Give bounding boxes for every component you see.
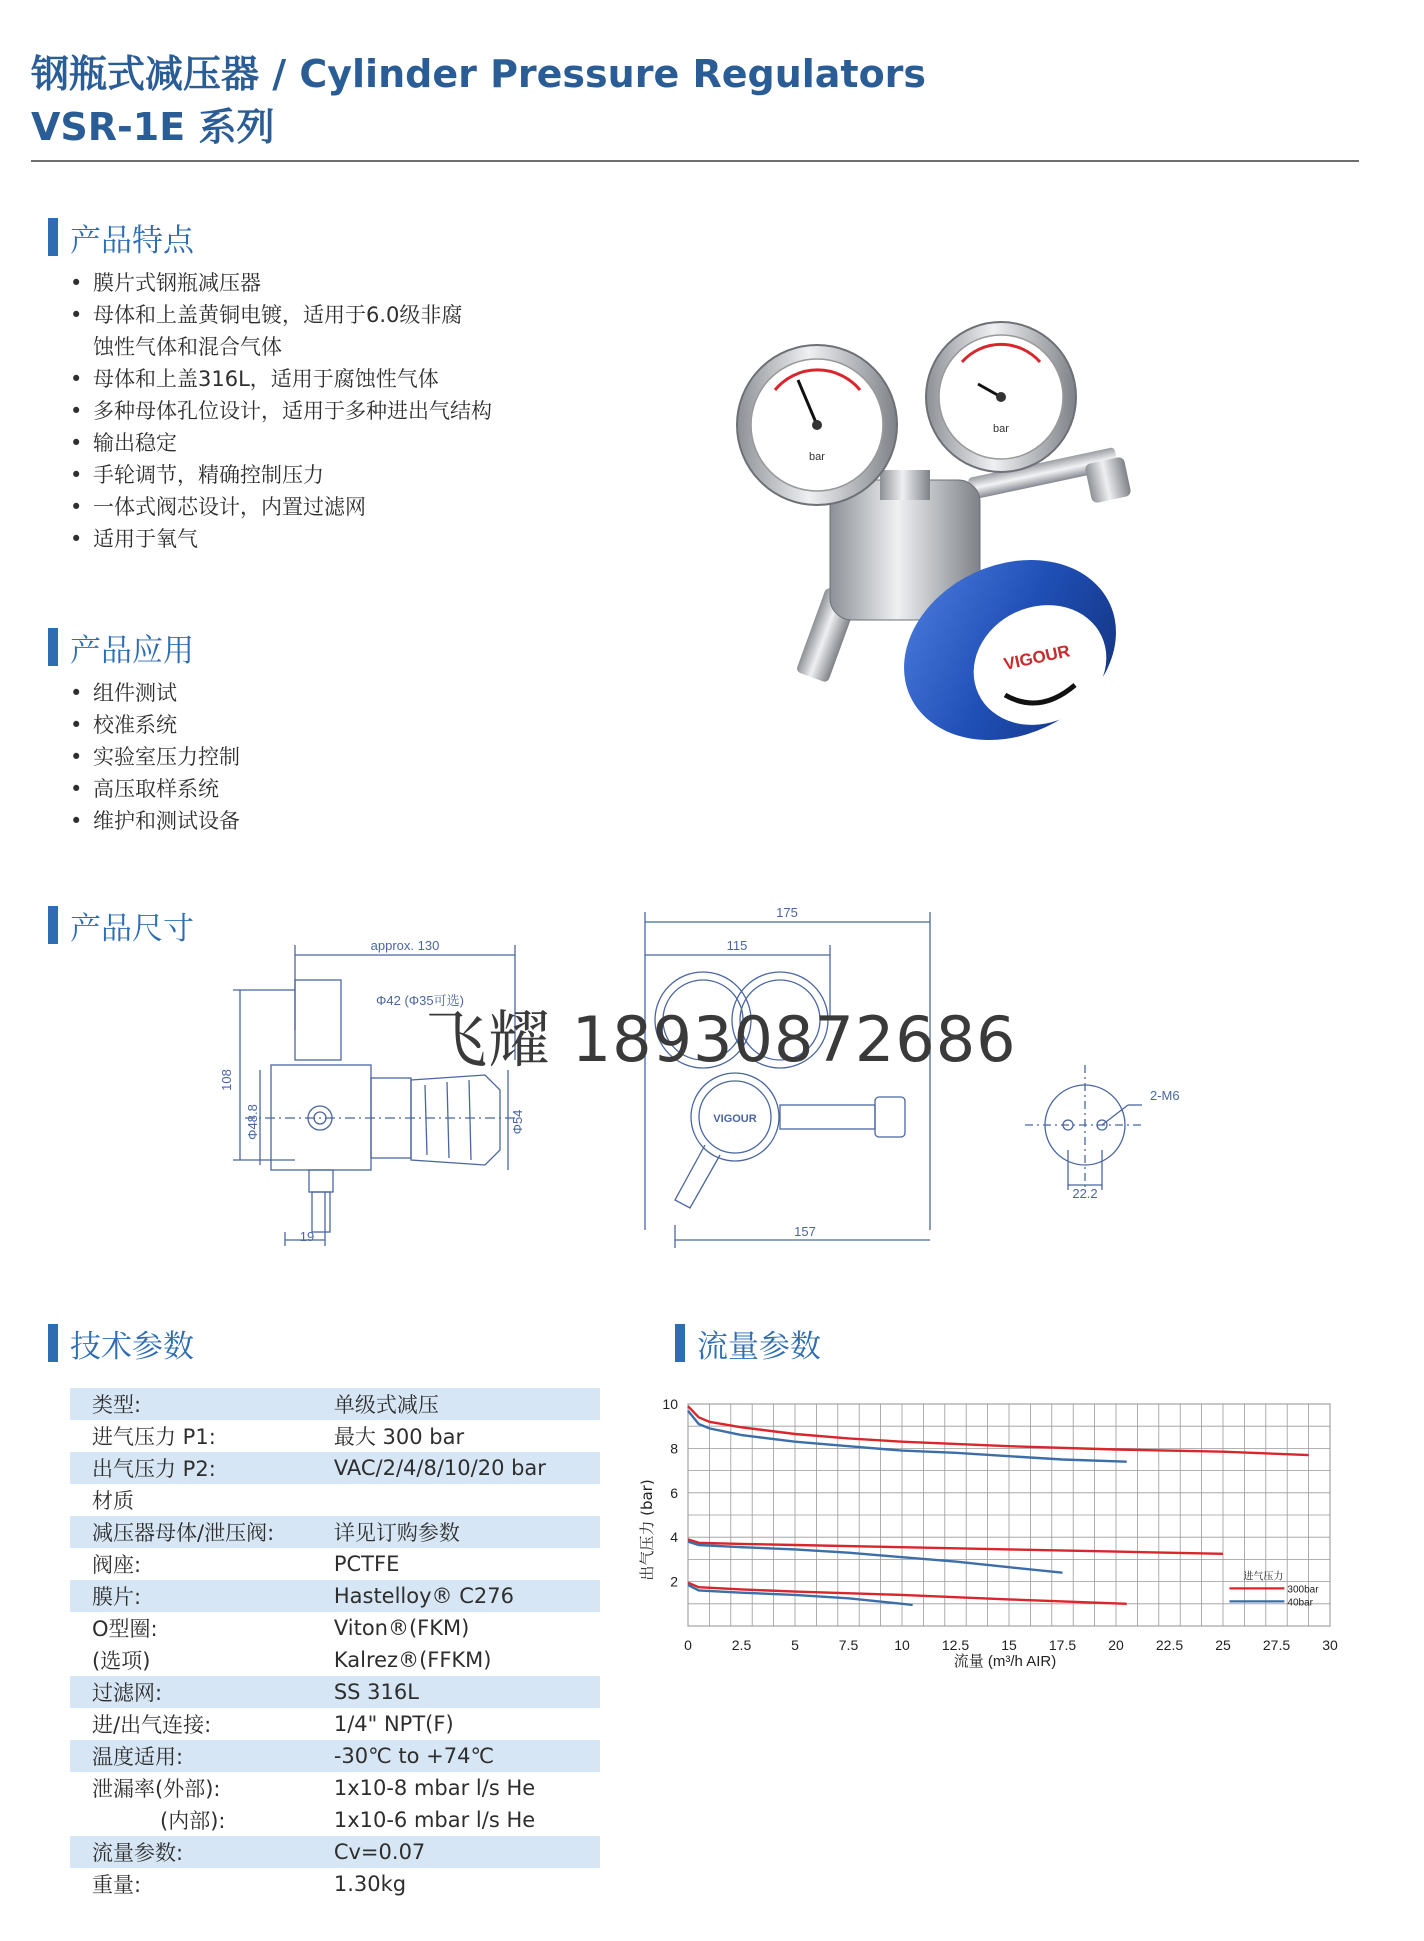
heading-bar xyxy=(48,1324,58,1362)
list-item: • 高压取样系统 xyxy=(70,773,240,805)
spec-label: 重量: xyxy=(92,1873,142,1897)
table-row xyxy=(70,1580,600,1612)
product-photo xyxy=(720,320,1170,740)
list-item: • 母体和上盖316L，适用于腐蚀性气体 xyxy=(70,363,492,395)
spec-label: 类型: xyxy=(70,1388,324,1420)
spec-label: 过滤网: xyxy=(70,1676,324,1708)
spec-label: 出气压力 P2: xyxy=(70,1452,324,1484)
chart-x-axis-label: 流量 (m³/h AIR) xyxy=(953,1653,1057,1670)
table-row xyxy=(70,1516,600,1548)
applications-heading-text: 产品应用 xyxy=(70,632,194,669)
spec-value: SS 316L xyxy=(324,1676,600,1708)
dim-body-diameter: Φ48.8 xyxy=(245,1104,260,1140)
header-divider xyxy=(31,160,1359,162)
specs-heading-text: 技术参数 xyxy=(70,1328,194,1365)
dim-bottom-19: 19 xyxy=(299,1229,315,1244)
dim-157: 157 xyxy=(794,1224,816,1239)
dimensions-heading-text: 产品尺寸 xyxy=(70,910,194,947)
dim-knob-diameter: Φ42 (Φ35可选) xyxy=(376,993,464,1008)
dim-115: 115 xyxy=(726,938,748,953)
spec-value: Hastelloy® C276 xyxy=(324,1580,600,1612)
y-tick-label: 8 xyxy=(670,1440,678,1457)
spec-label: 膜片: xyxy=(70,1580,324,1612)
chart-y-ticks xyxy=(662,1396,678,1590)
spec-value: 1x10-8 mbar l/s He xyxy=(333,1776,536,1800)
spec-value: VAC/2/4/8/10/20 bar xyxy=(324,1452,600,1484)
spec-label: 泄漏率(外部): xyxy=(92,1777,221,1801)
dimensions-heading xyxy=(48,905,194,945)
outlet-gauge-right xyxy=(926,322,1076,472)
table-row xyxy=(70,1868,600,1900)
spec-value: 单级式减压 xyxy=(324,1388,600,1420)
list-item: • 组件测试 xyxy=(70,677,240,709)
spec-value: 最大 300 bar xyxy=(333,1425,465,1449)
gauge-unit: bar xyxy=(993,423,1009,435)
list-item: • 多种母体孔位设计，适用于多种进出气结构 xyxy=(70,395,492,427)
list-item: • 实验室压力控制 xyxy=(70,741,240,773)
list-item: • 输出稳定 xyxy=(70,427,492,459)
x-tick-label: 30 xyxy=(1322,1637,1338,1653)
spec-label: 进/出气连接: xyxy=(92,1713,212,1737)
table-row xyxy=(70,1676,600,1708)
x-tick-label: 17.5 xyxy=(1048,1637,1077,1653)
y-tick-label: 10 xyxy=(662,1396,678,1412)
table-row xyxy=(70,1772,600,1804)
heading-bar xyxy=(48,218,58,256)
side-view-drawing xyxy=(215,930,595,1250)
table-row xyxy=(70,1548,600,1580)
spec-value: Cv=0.07 xyxy=(324,1836,600,1868)
legend-entry: 40bar xyxy=(1287,1597,1313,1609)
spec-value: 1x10-6 mbar l/s He xyxy=(333,1808,536,1832)
series-title: VSR-1E 系列 xyxy=(31,105,275,149)
applications-list xyxy=(70,677,240,837)
flow-heading-text: 流量参数 xyxy=(697,1328,821,1365)
y-tick-label: 6 xyxy=(670,1484,678,1501)
heading-bar xyxy=(48,906,58,944)
x-tick-label: 0 xyxy=(684,1637,692,1653)
y-tick-label: 4 xyxy=(670,1529,678,1546)
spec-label: 温度适用: xyxy=(70,1740,324,1772)
dim-2-m6: 2-M6 xyxy=(1150,1088,1180,1103)
table-row xyxy=(70,1804,600,1836)
x-tick-label: 12.5 xyxy=(941,1637,970,1653)
heading-bar xyxy=(48,628,58,666)
applications-heading xyxy=(48,627,194,667)
y-tick-label: 2 xyxy=(670,1573,678,1590)
spec-value: 1/4" NPT(F) xyxy=(333,1712,454,1736)
chart-grid xyxy=(688,1404,1330,1626)
title-separator: / xyxy=(259,52,300,96)
outlet-fitting xyxy=(1084,456,1131,503)
list-item: • 膜片式钢瓶减压器 xyxy=(70,267,492,299)
dim-approx-130: approx. 130 xyxy=(370,938,440,953)
table-row xyxy=(70,1740,600,1772)
list-item: • 一体式阀芯设计，内置过滤网 xyxy=(70,491,492,523)
spec-label: 材质 xyxy=(92,1489,134,1513)
watermark-contact: 飞耀 18930872686 xyxy=(425,1003,1017,1076)
x-tick-label: 22.5 xyxy=(1155,1637,1184,1653)
legend-entry: 300bar xyxy=(1287,1584,1319,1596)
x-tick-label: 2.5 xyxy=(731,1637,752,1653)
spec-value: 1.30kg xyxy=(333,1872,407,1896)
x-tick-label: 25 xyxy=(1215,1637,1231,1653)
spec-label: O型圈: xyxy=(92,1617,158,1641)
spec-table xyxy=(70,1388,600,1900)
x-tick-label: 7.5 xyxy=(838,1637,859,1653)
x-tick-label: 10 xyxy=(894,1637,910,1653)
page-title xyxy=(31,50,926,98)
list-item: • 母体和上盖黄铜电镀，适用于6.0级非腐蚀性气体和混合气体 xyxy=(70,299,473,363)
spec-value: 详见订购参数 xyxy=(324,1516,600,1548)
features-list xyxy=(70,267,492,555)
spec-label: 减压器母体/泄压阀: xyxy=(70,1516,324,1548)
list-item: • 校准系统 xyxy=(70,709,240,741)
spec-label: 进气压力 P1: xyxy=(92,1425,216,1449)
spec-value: -30℃ to +74℃ xyxy=(324,1740,600,1772)
spec-label: 流量参数: xyxy=(70,1836,324,1868)
table-row xyxy=(70,1420,600,1452)
table-row xyxy=(70,1708,600,1740)
spec-value: Kalrez®(FFKM) xyxy=(333,1648,492,1672)
heading-bar xyxy=(675,1324,685,1362)
table-row xyxy=(70,1644,600,1676)
x-tick-label: 5 xyxy=(791,1637,799,1653)
table-row xyxy=(70,1484,600,1516)
chart-y-axis-label: 出气压力 (bar) xyxy=(638,1479,656,1581)
dim-175: 175 xyxy=(776,905,798,920)
dim-height-108: 108 xyxy=(219,1069,234,1091)
specs-heading xyxy=(48,1323,194,1363)
list-item: • 手轮调节，精确控制压力 xyxy=(70,459,492,491)
table-row xyxy=(70,1388,600,1420)
drawing-brand-label: VIGOUR xyxy=(713,1113,757,1125)
list-item: • 适用于氧气 xyxy=(70,523,492,555)
spec-label: 阀座: xyxy=(92,1553,142,1577)
gauge-stem xyxy=(880,470,930,500)
spec-value: Viton®(FKM) xyxy=(333,1616,470,1640)
spec-value xyxy=(324,1484,600,1516)
flow-heading xyxy=(675,1323,821,1363)
table-row xyxy=(70,1836,600,1868)
gauge-unit: bar xyxy=(809,451,825,463)
back-view-drawing xyxy=(1010,1050,1190,1210)
legend-title: 进气压力 xyxy=(1243,1571,1284,1583)
spec-label: (选项) xyxy=(92,1649,151,1673)
features-heading-text: 产品特点 xyxy=(70,222,194,259)
dim-22-2: 22.2 xyxy=(1072,1186,1098,1201)
flow-chart xyxy=(630,1390,1350,1680)
spec-label: (内部): xyxy=(160,1809,226,1833)
brand-logo: VIGOUR xyxy=(1002,641,1072,674)
dim-gauge-diameter: Φ54 xyxy=(510,1109,525,1135)
spec-value: PCTFE xyxy=(333,1552,400,1576)
title-en: Cylinder Pressure Regulators xyxy=(299,52,927,96)
x-tick-label: 20 xyxy=(1108,1637,1124,1653)
list-item: • 维护和测试设备 xyxy=(70,805,240,837)
features-heading xyxy=(48,217,194,257)
title-cn: 钢瓶式减压器 xyxy=(31,52,260,96)
x-tick-label: 27.5 xyxy=(1262,1637,1291,1653)
table-row xyxy=(70,1612,600,1644)
chart-x-ticks xyxy=(684,1637,1338,1653)
x-tick-label: 15 xyxy=(1001,1637,1017,1653)
inlet-gauge-left xyxy=(737,345,897,505)
table-row xyxy=(70,1452,600,1484)
